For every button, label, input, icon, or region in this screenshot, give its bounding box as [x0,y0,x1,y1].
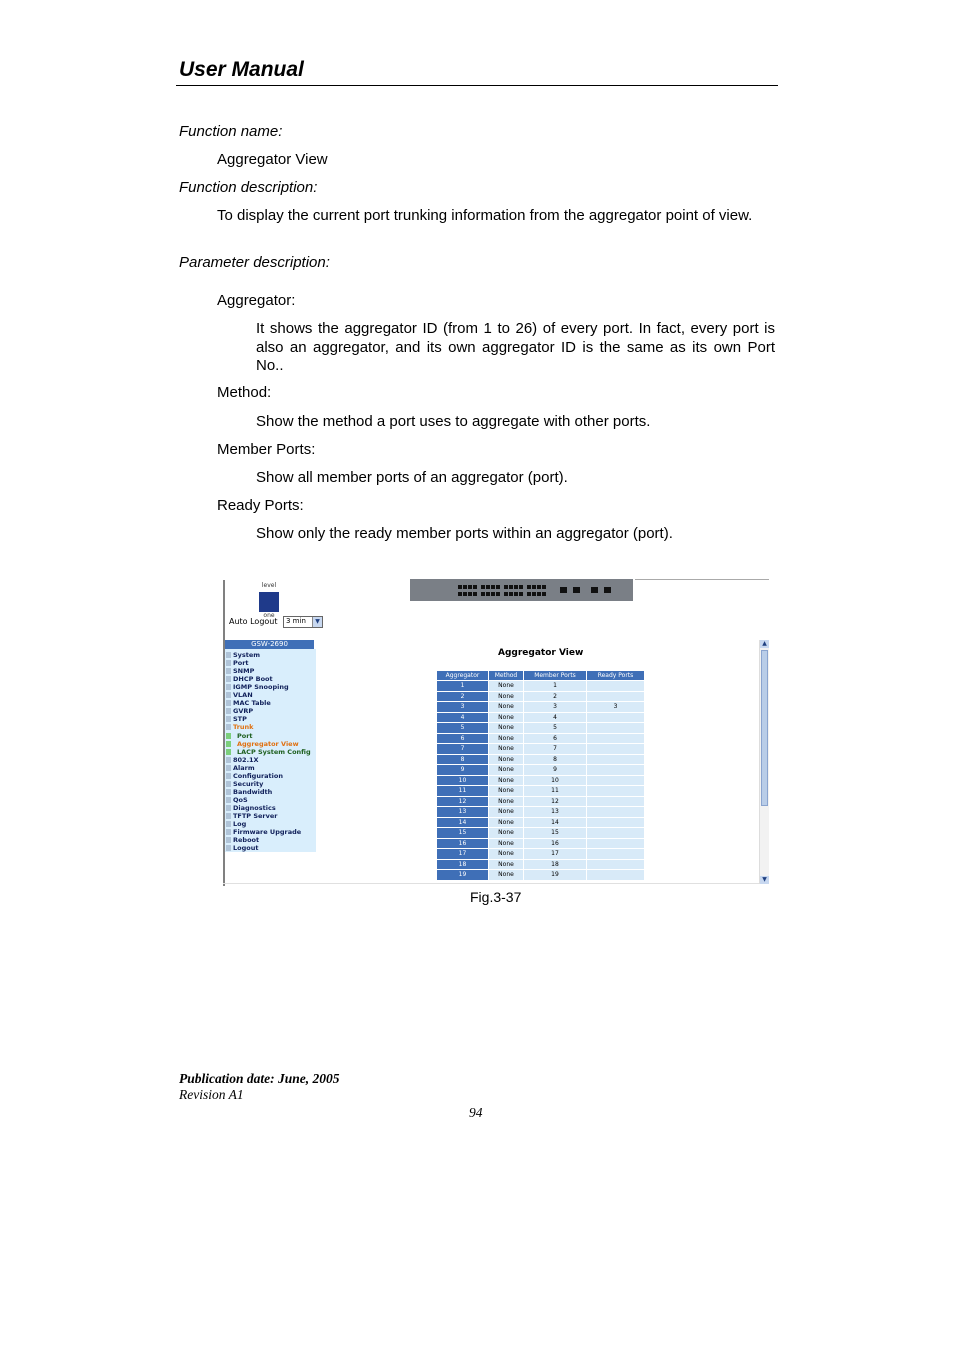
sidebar-item[interactable]: Security [233,779,264,788]
table-cell: 8 [524,755,586,765]
menu-marker-icon [226,781,231,787]
sidebar-item[interactable]: 802.1X [233,755,259,764]
auto-logout-value: 3 min [286,617,306,625]
column-header: Method [489,671,523,680]
function-name-value: Aggregator View [217,151,328,168]
table-cell: None [489,765,523,775]
table-cell: 16 [437,839,488,849]
switch-port-icon [458,585,462,589]
sidebar-item[interactable]: Log [233,820,247,829]
revision: Revision A1 [179,1087,244,1102]
table-cell: 19 [524,870,586,880]
menu-marker-icon [226,708,231,714]
table-cell: 3 [524,702,586,712]
table-cell: None [489,744,523,754]
table-cell: 2 [437,692,488,702]
table-row [437,702,644,712]
table-row [437,755,644,765]
sidebar-item[interactable]: LACP System Config [237,747,311,756]
page-header-title: User Manual [179,58,304,81]
table-cell: 10 [437,776,488,786]
table-row [437,734,644,744]
sidebar-item[interactable]: QoS [233,795,248,804]
table-cell: None [489,839,523,849]
switch-port-icon [473,592,477,596]
switch-panel-image [410,579,633,601]
panel-title: Aggregator View [498,648,584,658]
uplink-port-icon [560,587,567,593]
uplink-port-icon [604,587,611,593]
table-cell: 8 [437,755,488,765]
table-cell: None [489,702,523,712]
table-cell: 18 [437,860,488,870]
function-description-label: Function description: [179,179,318,196]
table-row [437,776,644,786]
param-desc: Show the method a port uses to aggregate with other ports. [256,413,651,430]
table-cell: 15 [524,828,586,838]
function-description-text: To display the current port trunking information from the aggregator point of view. [217,207,753,224]
switch-port-icon [468,585,472,589]
switch-port-icon [542,592,546,596]
param-name: Ready Ports: [217,497,304,514]
auto-logout-select[interactable] [283,616,323,628]
table-cell [587,734,644,744]
switch-port-icon [532,592,536,596]
sidebar-item[interactable]: Firmware Upgrade [233,828,302,837]
uplink-port-icon [573,587,580,593]
switch-port-icon [481,585,485,589]
menu-marker-icon [226,692,231,698]
menu-marker-icon [226,668,231,674]
table-cell: 12 [437,797,488,807]
table-cell: None [489,734,523,744]
menu-marker-icon [226,757,231,763]
table-cell: None [489,828,523,838]
menu-marker-icon [226,765,231,771]
table-cell: 1 [437,681,488,691]
switch-port-icon [463,592,467,596]
table-cell [587,765,644,775]
switch-port-icon [486,585,490,589]
table-cell: 7 [437,744,488,754]
table-cell: None [489,849,523,859]
table-cell [587,807,644,817]
table-row [437,807,644,817]
table-cell: 16 [524,839,586,849]
table-cell [587,870,644,880]
menu-marker-icon [226,837,231,843]
param-name: Method: [217,384,272,401]
switch-port-icon [504,585,508,589]
switch-port-icon [481,592,485,596]
sidebar-menu [225,649,316,852]
menu-marker-icon [226,805,231,811]
sidebar-item[interactable]: Reboot [233,836,260,845]
table-row [437,681,644,691]
param-desc: Show only the ready member ports within an aggregator (port). [256,525,673,542]
sidebar-item[interactable]: SNMP [233,667,255,676]
param-desc: Show all member ports of an aggregator (port). [256,469,568,486]
table-row [437,860,644,870]
switch-port-icon [458,592,462,596]
table-cell: None [489,713,523,723]
menu-marker-icon [226,700,231,706]
table-cell [587,818,644,828]
table-cell: 6 [437,734,488,744]
device-name: GSW-2690 [225,640,314,649]
switch-port-icon [514,592,518,596]
frame-border [223,883,769,884]
sidebar-item[interactable]: Port [233,659,249,668]
menu-marker-icon [226,813,231,819]
levelone-logo [257,582,281,619]
table-cell [587,860,644,870]
table-cell: None [489,692,523,702]
table-cell [587,755,644,765]
table-row [437,797,644,807]
switch-port-icon [468,592,472,596]
sidebar-item[interactable]: TFTP Server [233,812,278,820]
figure-caption: Fig.3-37 [470,889,522,905]
sidebar-item[interactable]: System [233,651,261,659]
table-cell: 4 [524,713,586,723]
table-cell [587,849,644,859]
sidebar-item[interactable]: MAC Table [233,699,271,708]
switch-port-icon [504,592,508,596]
menu-marker-icon [226,684,231,690]
switch-port-icon [491,592,495,596]
table-row [437,786,644,796]
table-cell: 17 [524,849,586,859]
uplink-port-icon [591,587,598,593]
param-name: Member Ports: [217,441,316,458]
logo-text-top: level [261,582,277,589]
table-row [437,849,644,859]
scrollbar-thumb[interactable] [761,650,768,806]
table-cell: 3 [437,702,488,712]
table-cell: None [489,681,523,691]
switch-port-icon [463,585,467,589]
menu-marker-icon [226,789,231,795]
menu-marker-icon [226,716,231,722]
table-cell: 3 [587,702,644,712]
parameter-description-label: Parameter description: [179,254,330,271]
table-cell: None [489,818,523,828]
switch-port-icon [519,585,523,589]
table-cell: 12 [524,797,586,807]
sidebar-item[interactable]: STP [233,715,247,724]
table-cell: 11 [437,786,488,796]
logo-text-bottom: one [263,612,275,619]
menu-marker-icon [226,749,231,755]
sidebar-item[interactable]: Aggregator View [237,739,299,748]
switch-port-icon [537,585,541,589]
table-cell: None [489,860,523,870]
table-row [437,870,644,880]
table-cell: 17 [437,849,488,859]
auto-logout-label: Auto Logout [229,617,278,626]
table-cell [587,786,644,796]
table-row [437,744,644,754]
table-row [437,713,644,723]
switch-port-icon [532,585,536,589]
page-number: 94 [469,1105,483,1120]
table-cell: 1 [524,681,586,691]
menu-marker-icon [226,773,231,779]
switch-port-icon [496,592,500,596]
table-cell [587,713,644,723]
table-row [437,723,644,733]
table-cell [587,797,644,807]
switch-port-icon [509,585,513,589]
table-cell: 14 [437,818,488,828]
logo-mark-icon [259,592,279,612]
sidebar-item[interactable]: Trunk [233,723,254,732]
column-header: Member Ports [524,671,586,680]
table-cell: None [489,786,523,796]
vertical-scrollbar[interactable] [759,640,769,884]
sidebar-item[interactable]: Alarm [233,763,255,772]
table-cell [587,692,644,702]
switch-port-icon [519,592,523,596]
switch-port-icon [496,585,500,589]
chevron-down-icon[interactable]: ▼ [312,617,322,627]
switch-port-icon [527,585,531,589]
column-header: Ready Ports [587,671,644,680]
sidebar-item[interactable]: DHCP Boot [233,675,273,684]
table-cell [587,744,644,754]
table-cell: 11 [524,786,586,796]
table-cell: 13 [524,807,586,817]
table-cell: 13 [437,807,488,817]
menu-marker-icon [226,652,231,658]
sidebar-item[interactable]: GVRP [233,707,254,716]
table-cell: 15 [437,828,488,838]
table-cell [587,681,644,691]
sidebar-item[interactable]: VLAN [233,691,253,700]
table-cell: None [489,723,523,733]
sidebar-item[interactable]: Bandwidth [233,787,273,796]
sidebar-item[interactable]: Logout [233,844,259,853]
switch-port-icon [537,592,541,596]
table-cell: 14 [524,818,586,828]
switch-port-icon [514,585,518,589]
switch-port-icon [491,585,495,589]
table-cell: 6 [524,734,586,744]
menu-marker-icon [226,845,231,851]
table-cell: None [489,807,523,817]
menu-marker-icon [226,733,231,739]
menu-marker-icon [226,797,231,803]
aggregator-table [436,670,645,881]
param-desc: It shows the aggregator ID (from 1 to 26) of every port. In fact, every port is also an aggregator, and its own aggregator ID is the same as its own Port No.. [256,320,775,374]
table-cell: 10 [524,776,586,786]
screenshot-figure [223,578,769,886]
sidebar-item[interactable]: IGMP Snooping [233,683,289,692]
param-name: Aggregator: [217,292,296,309]
table-cell: 5 [437,723,488,733]
table-cell: 18 [524,860,586,870]
table-cell: 2 [524,692,586,702]
frame-border [635,579,769,580]
table-cell: 19 [437,870,488,880]
table-row [437,692,644,702]
table-cell: None [489,755,523,765]
header-rule [176,85,778,86]
menu-marker-icon [226,676,231,682]
table-row [437,839,644,849]
table-cell: 9 [524,765,586,775]
menu-marker-icon [226,660,231,666]
menu-marker-icon [226,741,231,747]
switch-port-icon [509,592,513,596]
switch-port-icon [486,592,490,596]
table-row [437,818,644,828]
switch-port-icon [527,592,531,596]
sidebar-item[interactable]: Diagnostics [233,803,276,812]
table-cell: 9 [437,765,488,775]
table-cell: None [489,797,523,807]
table-cell: None [489,870,523,880]
scroll-up-icon[interactable]: ▲ [760,640,769,648]
table-row [437,828,644,838]
column-header: Aggregator [437,671,488,680]
switch-port-icon [473,585,477,589]
table-cell [587,828,644,838]
menu-marker-icon [226,821,231,827]
sidebar-item[interactable]: Port [237,731,253,740]
table-cell: 5 [524,723,586,733]
table-cell [587,776,644,786]
table-cell [587,839,644,849]
menu-marker-icon [226,724,231,730]
sidebar-item[interactable]: Configuration [233,771,283,780]
switch-port-icon [542,585,546,589]
menu-marker-icon [226,829,231,835]
table-cell: 7 [524,744,586,754]
scroll-down-icon[interactable]: ▼ [760,876,769,884]
table-cell [587,723,644,733]
table-cell: 4 [437,713,488,723]
publication-date: Publication date: June, 2005 [179,1071,340,1086]
function-name-label: Function name: [179,123,283,140]
table-row [437,765,644,775]
table-cell: None [489,776,523,786]
